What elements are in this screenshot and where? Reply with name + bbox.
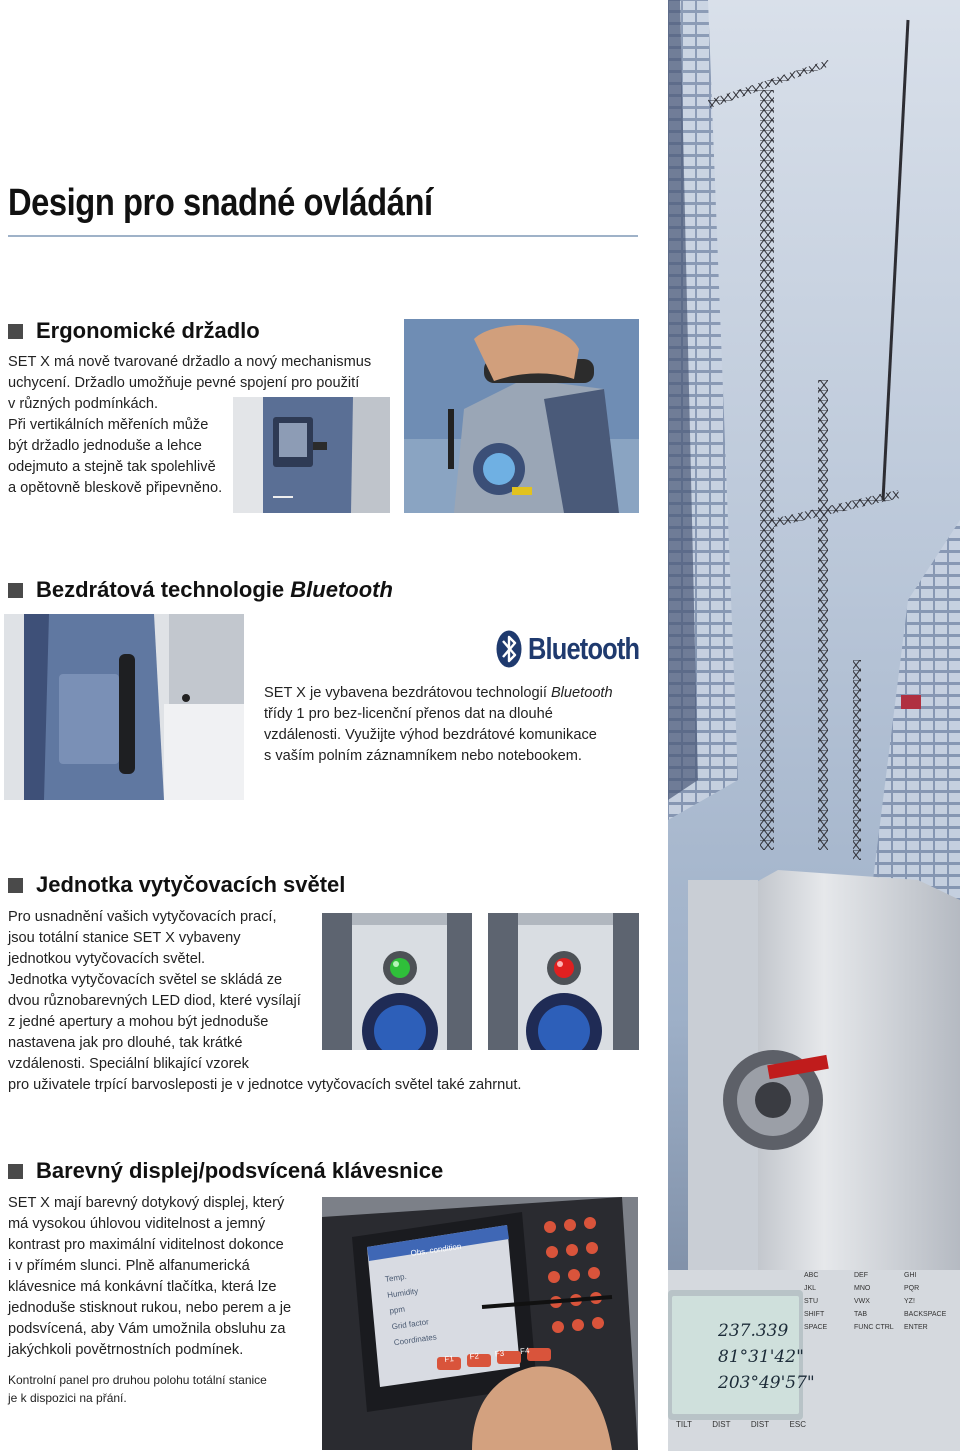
instr-key-shift: SHIFT	[804, 1311, 825, 1318]
instr-key-stu: STU	[804, 1298, 818, 1305]
cranes-illustration	[668, 0, 960, 1451]
instr-key-vwx: VWX	[854, 1298, 870, 1305]
bluetooth-icon	[496, 630, 522, 668]
handle-grip-photo	[404, 319, 639, 513]
guide-line: z jedné apertury a mohou být jednoduše	[8, 1014, 269, 1030]
bluetooth-line: s vaším polním záznamníkem nebo notebookem.	[264, 748, 582, 764]
instr-key-backspace: BACKSPACE	[904, 1311, 947, 1318]
fkey-f4: F4	[519, 1346, 530, 1357]
instr-key-abc: ABC	[804, 1272, 819, 1279]
section-handle-header	[8, 318, 260, 344]
section-handle-heading: Ergonomické držadlo	[36, 318, 260, 343]
guide-line: Pro usnadnění vašich vytyčovacích prací,	[8, 909, 277, 925]
display-line: jakýchkoli povětrnostních podmínek.	[8, 1342, 244, 1358]
section-display-header	[8, 1158, 443, 1184]
fkey-f1: F1	[444, 1354, 455, 1364]
instr-key-enter: ENTER	[904, 1324, 928, 1331]
square-bullet-icon	[8, 878, 23, 893]
square-bullet-icon	[8, 1164, 23, 1179]
handle-line: v různých podmínkách.	[8, 396, 159, 412]
instr-softkey-dist-2: DIST	[750, 1420, 770, 1429]
caption-line: Kontrolní panel pro druhou polohu totální stanice	[8, 1373, 267, 1387]
display-line: SET X mají barevný dotykový displej, který	[8, 1195, 285, 1211]
section-display-heading: Barevný displej/podsvícená klávesnice	[36, 1158, 444, 1183]
handle-line: a opětovně bleskově připevněno.	[8, 480, 223, 496]
section-guide-heading: Jednotka vytyčovacích světel	[36, 872, 346, 897]
title-divider	[8, 235, 638, 237]
instr-key-space: SPACE	[804, 1324, 828, 1331]
bluetooth-logo	[496, 630, 664, 668]
screen-row: Grid factor	[391, 1317, 430, 1332]
instr-key-mno: MNO	[854, 1285, 871, 1292]
handle-line: SET X má nově tvarované držadlo a nový mechanismus	[8, 354, 372, 370]
screen-row: Humidity	[386, 1286, 419, 1300]
guide-line: jednotkou vytyčovacích světel.	[8, 951, 206, 967]
display-line: kontrast pro maximální viditelnost dokonce	[8, 1237, 284, 1253]
bluetooth-line: vzdálenosti. Využijte výhod bezdrátové komunikace	[264, 727, 597, 743]
instr-key-ghi: GHI	[904, 1272, 917, 1279]
instr-key-jkl: JKL	[804, 1285, 817, 1292]
caption-line: je k dispozici na přání.	[8, 1391, 127, 1405]
display-line: klávesnice má konkávní tlačítka, která lze	[8, 1279, 277, 1295]
guide-line: jsou totální stanice SET X vybaveny	[8, 930, 241, 946]
screen-row: Temp.	[384, 1271, 408, 1284]
control-panel-photo	[322, 1197, 638, 1450]
display-line: má vysokou úhlovou viditelnost a jemný	[8, 1216, 266, 1232]
handle-line: uchycení. Držadlo umožňuje pevné spojení pro použití	[8, 375, 360, 391]
handle-line: být držadlo jednoduše a lehce	[8, 438, 202, 454]
section-guide-header	[8, 872, 345, 898]
bluetooth-logo-text: Bluetooth	[528, 631, 640, 666]
screen-title: Obs. condition	[410, 1241, 462, 1258]
instr-softkey-esc: ESC	[789, 1420, 806, 1429]
section-bluetooth-header	[8, 577, 393, 603]
instr-value-2: 81°31'42"	[718, 1347, 804, 1367]
instr-key-yz: YZ!	[904, 1298, 915, 1305]
instr-key-func-ctrl: FUNC CTRL	[854, 1324, 894, 1331]
instr-softkey-dist-1: DIST	[712, 1420, 731, 1429]
handle-line: odejmuto a stejně tak spolehlivě	[8, 459, 216, 475]
instr-key-pqr: PQR	[904, 1285, 920, 1292]
bluetooth-line: SET X je vybavena bezdrátovou technologií Bluetooth	[264, 685, 613, 701]
square-bullet-icon	[8, 324, 23, 339]
guide-line: pro uživatele trpící barvosleposti je v jednotce vytyčovacích světel také zahrnut.	[8, 1077, 522, 1093]
display-line: i v přímém slunci. Plně alfanumerická	[8, 1258, 250, 1274]
screen-row: Coordinates	[393, 1332, 438, 1348]
screen-row: ppm	[388, 1304, 406, 1316]
guide-line: vzdálenosti. Speciální blikající vzorek	[8, 1056, 249, 1072]
guide-line: nastavena jak pro dlouhé, tak krátké	[8, 1035, 243, 1051]
guide-light-green-photo	[322, 913, 472, 1050]
instr-key-tab: TAB	[854, 1311, 868, 1318]
instr-softkey-tilt: TILT	[676, 1420, 692, 1429]
square-bullet-icon	[8, 583, 23, 598]
section-bluetooth-heading: Bezdrátová technologie Bluetooth	[36, 577, 393, 602]
display-line: podsvícená, aby Vám umožnila obsluhu za	[8, 1321, 286, 1337]
handle-detail-photo	[233, 397, 390, 513]
section-bluetooth-text	[264, 683, 644, 767]
fkey-f2: F2	[469, 1351, 480, 1362]
page-title: Design pro snadné ovládání	[8, 182, 433, 224]
guide-line: dvou různobarevných LED diod, které vysílají	[8, 993, 301, 1009]
fkey-f3: F3	[494, 1348, 505, 1359]
instr-value-3: 203°49'57"	[718, 1373, 815, 1393]
construction-cranes-photo	[668, 0, 960, 1451]
instr-value-1: 237.339	[718, 1321, 789, 1341]
display-line: jednoduše stisknout rukou, nebo perem a je	[8, 1300, 292, 1316]
handle-line: Při vertikálních měřeních může	[8, 417, 209, 433]
section-display-text	[8, 1193, 328, 1361]
instr-key-def: DEF	[854, 1272, 868, 1279]
bluetooth-antenna-photo	[4, 614, 244, 800]
bluetooth-italic-word: Bluetooth	[550, 685, 613, 701]
guide-light-red-photo	[488, 913, 639, 1050]
bluetooth-line: třídy 1 pro bez-licenční přenos dat na dlouhé	[264, 706, 553, 722]
heading-italic-bluetooth: Bluetooth	[290, 577, 393, 602]
display-caption	[8, 1371, 318, 1407]
guide-line: Jednotka vytyčovacích světel se skládá ze	[8, 972, 283, 988]
